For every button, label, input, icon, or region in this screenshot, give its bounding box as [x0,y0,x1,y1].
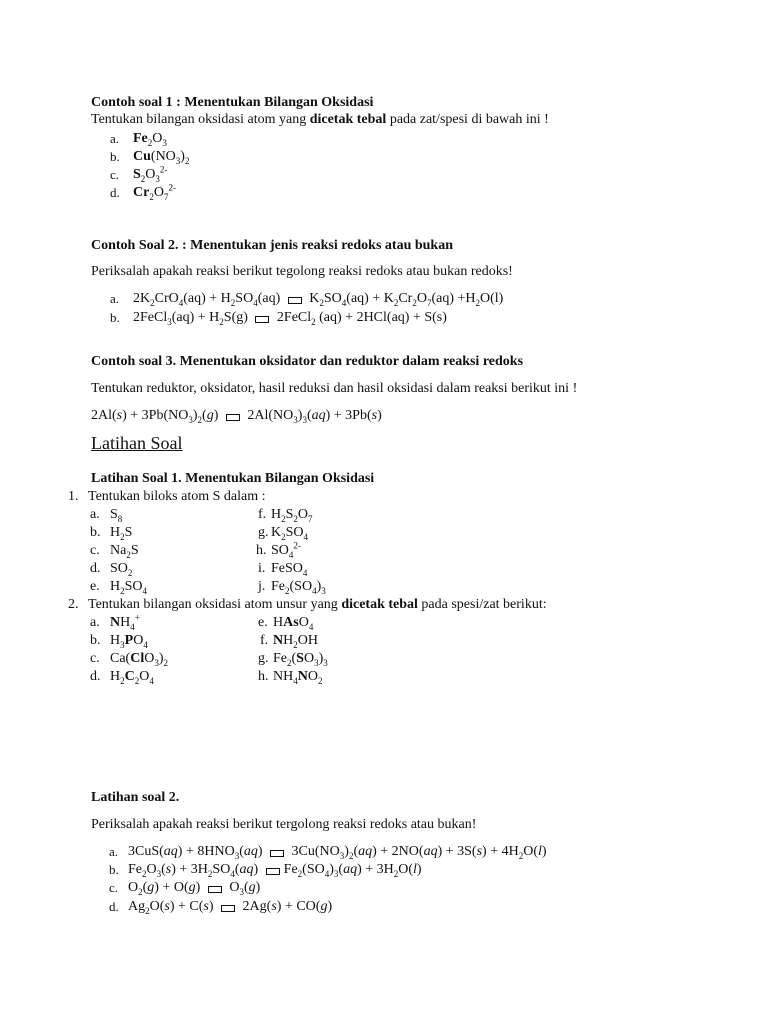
q2-item-f: $NH_2OH$ [273,633,318,650]
contoh1-instr-bold: dicetak tebal [309,112,387,127]
q2-label-b: b. [90,633,101,648]
contoh2-item-b-label: b. [110,310,120,325]
q2-label-f: f. [260,633,269,648]
q2-item-d: $H_2C_2O_4$ [110,669,154,686]
q1-label-d: d. [90,561,101,576]
question-1-number: 1. [68,489,79,504]
q2-label-e: e. [258,615,268,630]
contoh1-instr-post: pada zat/spesi di bawah ini ! [386,112,549,127]
contoh1-item-d-label: d. [110,185,120,200]
q1-item-c: $Na_2S$ [110,543,139,560]
contoh1-item-a-label: a. [110,131,120,146]
contoh1-item-b: $Cu(NO_3)_2$ [133,149,190,166]
q2-item-a: $NH_4^+$ [110,612,140,632]
q1-label-h: h. [256,543,267,558]
contoh1-instruction [91,111,549,129]
contoh1-item-c-label: c. [110,167,120,182]
q1-item-j: $Fe_2(SO_4)_3$ [271,579,326,596]
latihan1-title: Latihan Soal 1. Menentukan Bilangan Oksidasi [91,471,375,486]
q2-label-d: d. [90,669,101,684]
contoh3-reaction: $2Al(s) + 3Pb(NO_3)_2(g) 2Al(NO_3)_3(aq) + 3Pb(s)$ [91,408,382,425]
reaction-arrow-icon [288,297,302,304]
q2-item-h: $NH_4NO_2$ [273,669,323,686]
q1-label-i: i. [258,561,266,576]
question-2-number: 2. [68,597,79,612]
latihan-heading: Latihan Soal [91,433,183,453]
reaction-arrow-icon [208,886,222,893]
contoh2-instruction: Periksalah apakah reaksi berikut tegolong reaksi redoks atau bukan redoks! [91,264,513,279]
q2-label-a: a. [90,615,100,630]
contoh1-instr-pre: Tentukan bilangan oksidasi atom yang [91,112,310,127]
q1-item-i: FeSO$_4$ [271,561,308,578]
contoh2-title: Contoh Soal 2. : Menentukan jenis reaksi redoks atau bukan [91,238,454,253]
contoh1-item-d: $Cr_2O_7^{2-}$ [133,182,176,202]
latihan2-reaction-b: $Fe_2O_3(s) + 3H_2SO_4(aq) Fe_2(SO_4)_3(aq) + 3H_2O(l)$ [128,862,422,879]
reaction-arrow-icon [270,850,284,857]
reaction-arrow-icon [266,868,280,875]
q1-label-j: j. [258,579,266,594]
latihan2-reaction-d: $Ag_2O(s) + C(s) 2Ag(s) + CO(g)$ [128,899,333,916]
q1-label-e: e. [90,579,100,594]
contoh2-reaction-b: 2FeCl$_3$(aq) + $H_2S(g)$ 2FeCl$_2$ (aq) + 2HCl(aq) + S(s) [133,310,447,327]
reaction-arrow-icon [221,905,235,912]
contoh1-title: Contoh soal 1 : Menentukan Bilangan Oksidasi [91,95,374,110]
latihan2-label-a: a. [109,844,119,859]
q1-item-h: $SO_4^{2-}$ [271,540,301,560]
q1-label-c: c. [90,543,100,558]
q1-item-d: $SO_2$ [110,561,133,578]
latihan2-title: Latihan soal 2. [91,790,180,805]
q2-label-h: h. [258,669,269,684]
q1-item-b: $H_2S$ [110,525,133,542]
q1-label-g: g. [258,525,269,540]
contoh3-title: Contoh soal 3. Menentukan oksidator dan reduktor dalam reaksi redoks [91,354,524,369]
latihan2-label-d: d. [109,899,119,914]
contoh2-reaction-a: $2K_2CrO_4(aq) + H_2SO_4(aq) K_2SO_4(aq) + K_2Cr_2O_7(aq) +H_2O(l)$ [133,291,504,308]
contoh1-item-b-label: b. [110,149,120,164]
latihan2-label-b: b. [109,862,119,877]
q1-label-b: b. [90,525,101,540]
contoh3-instruction: Tentukan reduktor, oksidator, hasil reduksi dan hasil oksidasi dalam reaksi berikut ini ! [91,381,578,396]
q1-item-e: $H_2SO_4$ [110,579,148,596]
q1-label-a: a. [90,507,100,522]
q2-item-e: HAsO$_4$ [273,615,314,632]
reaction-arrow-icon [255,316,269,323]
q1-item-a: $S_8$ [110,507,123,524]
latihan2-instruction: Periksalah apakah reaksi berikut tergolong reaksi redoks atau bukan! [91,817,477,832]
question-2-bold: dicetak tebal [341,597,418,612]
q2-label-c: c. [90,651,100,666]
question-2-post: pada spesi/zat berikut: [417,597,547,612]
q1-item-g: $K_2SO_4$ [271,525,309,542]
latihan2-reaction-c: $O_2(g) + O(g)$ $O_3(g)$ [128,880,261,897]
q2-label-g: g. [258,651,269,666]
question-2-pre: Tentukan bilangan oksidasi atom unsur yang [88,597,342,612]
q2-item-g: $Fe_2(SO_3)_3$ [273,651,328,668]
latihan2-label-c: c. [109,880,119,895]
q2-item-b: $H_3PO_4$ [110,633,148,650]
question-1-text: Tentukan biloks atom S dalam : [88,489,266,504]
q1-item-f: $H_2S_2O_7$ [271,507,313,524]
q2-item-c: $Ca(ClO_3)_2$ [110,651,169,668]
contoh1-item-a: $Fe_2O_3$ [133,131,167,148]
latihan2-reaction-a: $3CuS(aq) + 8HNO_3(aq) 3Cu(NO_3)_2(aq) + 2NO(aq) + 3S(s) + 4H_2O(l)$ [128,844,547,861]
question-2-text [88,596,547,614]
reaction-arrow-icon [226,414,240,421]
q1-label-f: f. [258,507,267,522]
contoh1-item-c: $S_2O_3^{2-}$ [133,164,168,184]
contoh2-item-a-label: a. [110,291,120,306]
